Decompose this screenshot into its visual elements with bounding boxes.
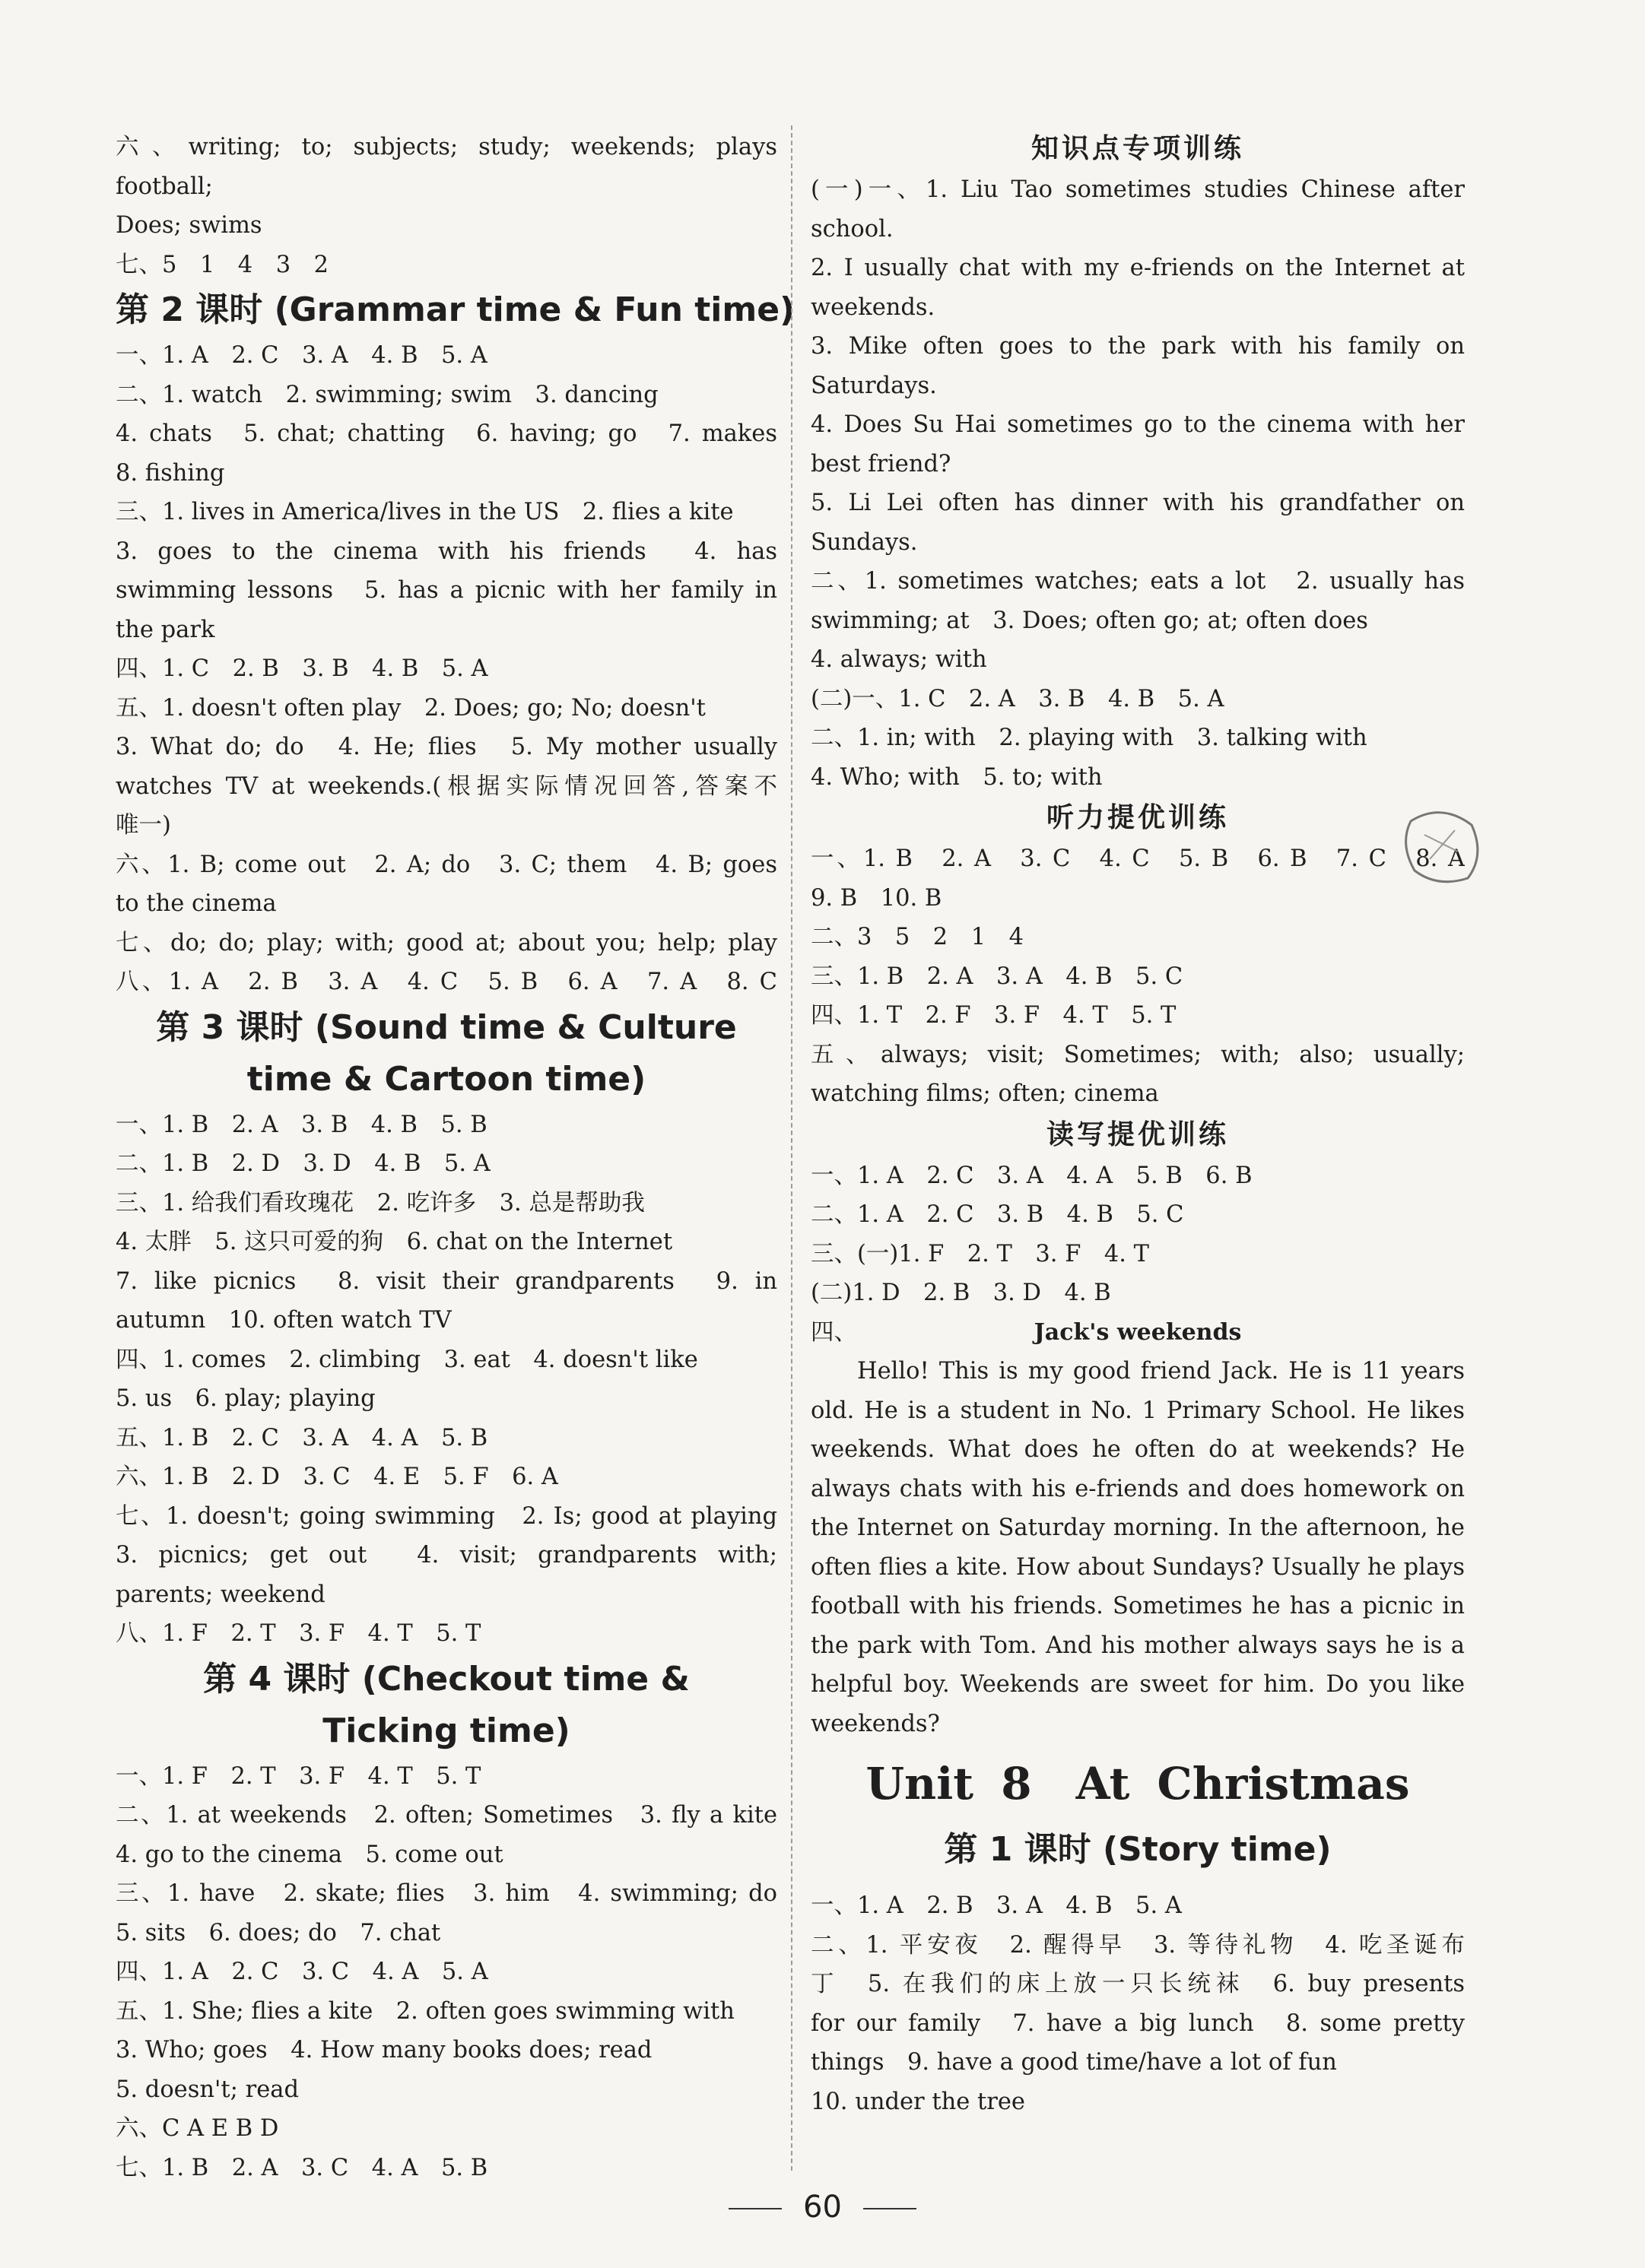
answer-line: 唯一) bbox=[116, 812, 171, 839]
lesson-heading: 第 4 课时 (Checkout time & bbox=[203, 1659, 690, 1699]
answer-line: 4. chats 5. chat; chatting 6. having; go 7. makes bbox=[116, 420, 777, 447]
answer-line: 三、1. lives in America/lives in the US 2. flies a kite bbox=[116, 499, 734, 525]
answer-line: swimming lessons 5. has a picnic with her family in bbox=[116, 577, 777, 604]
answer-line: Saturdays. bbox=[811, 372, 937, 399]
ink-stamp-icon bbox=[1396, 798, 1487, 890]
unit-heading: Unit 8 At Christmas bbox=[865, 1758, 1410, 1810]
answer-line: 四、1. C 2. B 3. B 4. B 5. A bbox=[116, 655, 488, 682]
answer-line: 二、1. B 2. D 3. D 4. B 5. A bbox=[116, 1150, 491, 1177]
answer-line: best friend? bbox=[811, 450, 951, 477]
answer-line: 五、always; visit; Sometimes; with; also; usually; bbox=[811, 1041, 1465, 1068]
answer-line: 8. fishing bbox=[116, 459, 225, 487]
answer-line: 八、1. A 2. B 3. A 4. C 5. B 6. A 7. A 8. C bbox=[116, 969, 777, 995]
answer-line: (一)一、1. Liu Tao sometimes studies Chinese after bbox=[811, 176, 1465, 203]
page-number bbox=[0, 2190, 1645, 2225]
answer-line: 3. picnics; get out 4. visit; grandparents with; bbox=[116, 1542, 777, 1569]
answer-line: (二)1. D 2. B 3. D 4. B bbox=[811, 1280, 1111, 1306]
answer-line: 二、3 5 2 1 4 bbox=[811, 924, 1024, 950]
answer-line: 二、1. 平安夜 2. 醒得早 3. 等待礼物 4. 吃圣诞布 bbox=[811, 1931, 1465, 1959]
answer-line: 七、do; do; play; with; good at; about you; help; play bbox=[116, 929, 777, 956]
section-heading: 读写提优训练 bbox=[1046, 1118, 1229, 1150]
answer-line: 4. Who; with 5. to; with bbox=[811, 763, 1103, 791]
answer-line: watches TV at weekends.(根据实际情况回答,答案不 bbox=[116, 772, 777, 800]
lesson-heading: 第 1 课时 (Story time) bbox=[944, 1830, 1332, 1869]
answer-line: 二、1. watch 2. swimming; swim 3. dancing bbox=[116, 381, 659, 408]
answer-line: 2. I usually chat with my e-friends on the Internet at bbox=[811, 255, 1465, 281]
answer-line: 3. Who; goes 4. How many books does; read bbox=[116, 2037, 653, 2063]
answer-line: 5. doesn't; read bbox=[116, 2076, 299, 2103]
answer-line: to the cinema bbox=[116, 890, 277, 917]
answer-line: 10. under the tree bbox=[811, 2088, 1025, 2115]
answer-line: 3. Mike often goes to the park with his family on bbox=[811, 333, 1465, 360]
answer-line: 5. Li Lei often has dinner with his grandfather on Sundays. bbox=[811, 490, 1465, 556]
answer-line: weekends. bbox=[811, 293, 935, 321]
page-number-dash bbox=[863, 2208, 916, 2209]
answer-line: 四、1. T 2. F 3. F 4. T 5. T bbox=[811, 1002, 1177, 1029]
section-heading: 听力提优训练 bbox=[1046, 802, 1229, 833]
answer-line: 四、1. A 2. C 3. C 4. A 5. A bbox=[116, 1959, 488, 1985]
answer-line: 七、1. B 2. A 3. C 4. A 5. B bbox=[116, 2154, 488, 2181]
answer-line: 三、1. 给我们看玫瑰花 2. 吃许多 3. 总是帮助我 bbox=[116, 1189, 645, 1216]
answer-line: school. bbox=[811, 215, 894, 243]
answer-line: parents; weekend bbox=[116, 1581, 326, 1608]
answer-line: 三、1. have 2. skate; flies 3. him 4. swimming; do bbox=[116, 1880, 777, 1907]
answer-line: 二、1. at weekends 2. often; Sometimes 3. fly a kite bbox=[116, 1802, 777, 1829]
page-number-text: 60 bbox=[803, 2190, 842, 2225]
lesson-heading: 第 3 课时 (Sound time & Culture bbox=[156, 1007, 737, 1047]
answer-line: 一、1. A 2. B 3. A 4. B 5. A bbox=[811, 1892, 1182, 1919]
column-divider bbox=[791, 125, 792, 2171]
answer-line: 七、5 1 4 3 2 bbox=[116, 251, 329, 278]
answer-line: 二、1. sometimes watches; eats a lot 2. usually has bbox=[811, 568, 1465, 595]
lesson-heading: Ticking time) bbox=[322, 1711, 570, 1750]
answer-line: 八、1. F 2. T 3. F 4. T 5. T bbox=[116, 1620, 481, 1647]
essay-title: Jack's weekends bbox=[1034, 1318, 1242, 1346]
answer-line: 一、1. B 2. A 3. B 4. B 5. B bbox=[116, 1111, 487, 1138]
spacer bbox=[811, 1876, 1465, 1886]
answer-line: (二)一、1. C 2. A 3. B 4. B 5. A bbox=[811, 685, 1224, 712]
answer-line: watching films; often; cinema bbox=[811, 1080, 1159, 1107]
answer-line: 三、(一)1. F 2. T 3. F 4. T bbox=[811, 1240, 1149, 1267]
answer-line: 4. always; with bbox=[811, 646, 987, 673]
answer-line: 四、 bbox=[811, 1318, 857, 1346]
lesson-heading: time & Cartoon time) bbox=[246, 1059, 646, 1099]
answer-line: 六、1. B 2. D 3. C 4. E 5. F 6. A bbox=[116, 1464, 558, 1490]
right-column bbox=[811, 128, 1465, 2121]
answer-line: 7. like picnics 8. visit their grandparents 9. in bbox=[116, 1267, 777, 1295]
answer-line: 4. 太胖 5. 这只可爱的狗 6. chat on the Internet bbox=[116, 1229, 673, 1255]
answer-line: 七、1. doesn't; going swimming 2. Is; good at playing bbox=[116, 1502, 777, 1530]
answer-line: things 9. have a good time/have a lot of fun bbox=[811, 2049, 1337, 2076]
answer-line: 三、1. B 2. A 3. A 4. B 5. C bbox=[811, 963, 1183, 990]
answer-line: 一、1. A 2. C 3. A 4. A 5. B 6. B bbox=[811, 1162, 1253, 1189]
answer-line: swimming; at 3. Does; often go; at; often does bbox=[811, 607, 1368, 634]
answer-line: 一、1. A 2. C 3. A 4. B 5. A bbox=[116, 342, 487, 369]
answer-line: 3. What do; do 4. He; flies 5. My mother usually bbox=[116, 734, 777, 760]
answer-line: 五、1. B 2. C 3. A 4. A 5. B bbox=[116, 1424, 488, 1451]
answer-line: 4. go to the cinema 5. come out bbox=[116, 1841, 503, 1868]
section-heading: 知识点专项训练 bbox=[1031, 133, 1244, 164]
answer-line: 五、1. She; flies a kite 2. often goes swimming with bbox=[116, 1997, 735, 2025]
answer-line: 9. B 10. B bbox=[811, 884, 942, 912]
essay-body: Hello! This is my good friend Jack. He is 11 years old. He is a student in No. 1 Primary School. He likes weekends. What does he often do at weekends? He always chats with his e-friends and does homework on the Internet on Saturday morning. In the afternoon, he often flies a kite. How about Sundays? Usually he plays football with his friends. Sometimes he has a picnic in the park with Tom. And his mother always says he is a helpful boy. Weekends are sweet for him. Do you like weekends? bbox=[811, 1358, 1465, 1737]
answer-line: 二、1. in; with 2. playing with 3. talking with bbox=[811, 725, 1367, 751]
lesson-heading: 第 2 课时 (Grammar time & Fun time) bbox=[116, 290, 796, 329]
answer-line: autumn 10. often watch TV bbox=[116, 1307, 452, 1334]
answer-line: 六、1. B; come out 2. A; do 3. C; them 4. B; goes bbox=[116, 851, 777, 878]
answer-line: for our family 7. have a big lunch 8. some pretty bbox=[811, 2009, 1465, 2037]
answer-line: 四、1. comes 2. climbing 3. eat 4. doesn't like bbox=[116, 1346, 698, 1373]
answer-line: 一、1. F 2. T 3. F 4. T 5. T bbox=[116, 1762, 481, 1790]
answer-line: 二、1. A 2. C 3. B 4. B 5. C bbox=[811, 1201, 1184, 1228]
left-column bbox=[116, 128, 796, 2187]
answer-line: 3. goes to the cinema with his friends 4. has bbox=[116, 538, 777, 565]
answer-line: 六、writing; to; subjects; study; weekends; plays football; bbox=[116, 134, 777, 200]
answer-line: 五、1. doesn't often play 2. Does; go; No; doesn't bbox=[116, 694, 706, 722]
page-number-dash bbox=[729, 2208, 782, 2209]
answer-line: 丁 5. 在我们的床上放一只长统袜 6. buy presents bbox=[811, 1971, 1465, 1997]
answer-line: 一、1. B 2. A 3. C 4. C 5. B 6. B 7. C 8. A bbox=[811, 845, 1465, 872]
answer-line: the park bbox=[116, 616, 215, 643]
answer-line: Does; swims bbox=[116, 212, 262, 239]
answer-line: 4. Does Su Hai sometimes go to the cinema with her bbox=[811, 411, 1465, 438]
answer-line: 5. sits 6. does; do 7. chat bbox=[116, 1919, 441, 1946]
answer-line: 六、C A E B D bbox=[116, 2115, 279, 2142]
answer-line: 5. us 6. play; playing bbox=[116, 1385, 376, 1412]
